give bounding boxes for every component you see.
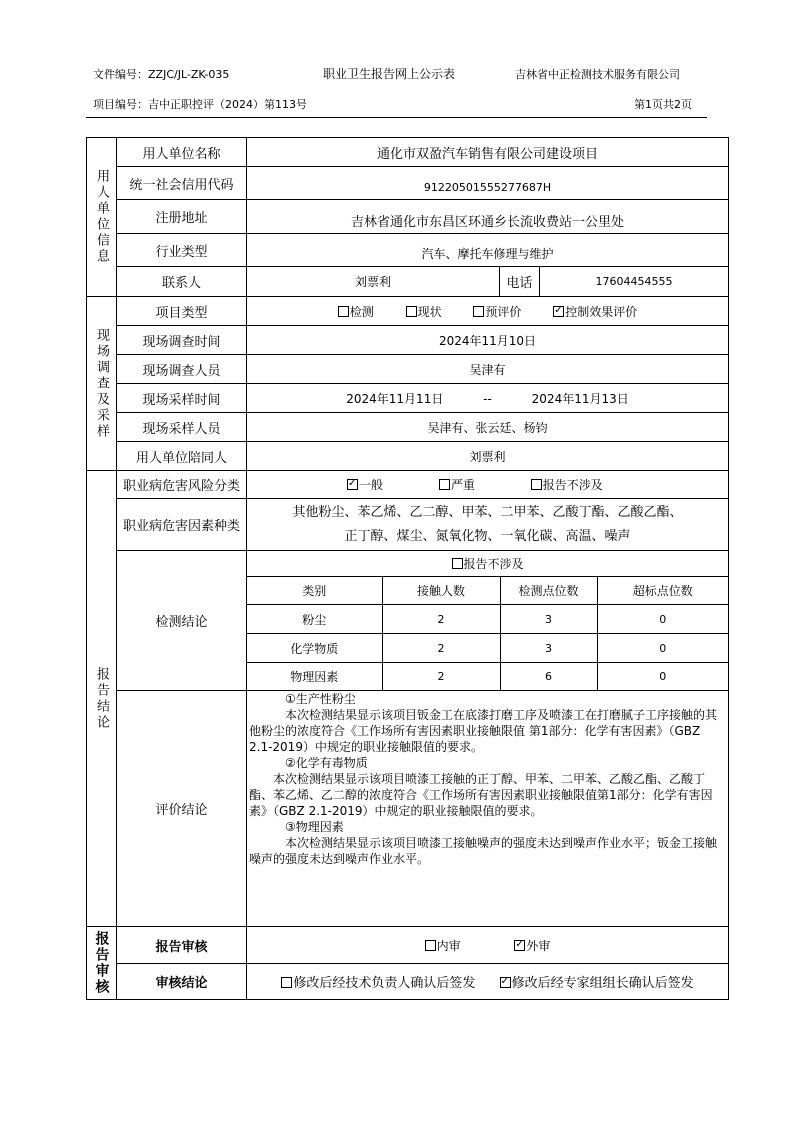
column-header: 超标点位数 — [597, 577, 728, 605]
evaluation-text — [247, 691, 729, 927]
checkbox-icon — [473, 306, 484, 317]
column-header: 接触人数 — [382, 577, 500, 605]
detection-not-involved: 报告不涉及 — [247, 551, 729, 577]
evaluation-label: 评价结论 — [117, 691, 247, 927]
table-cell: 0 — [597, 605, 728, 634]
employer-section: 用人单位信息 — [87, 138, 117, 297]
checkbox-icon — [439, 479, 450, 490]
employer-name: 通化市双盈汽车销售有限公司建设项目 — [247, 138, 729, 167]
eval-paragraph-chemical: 本次检测结果显示该项目喷漆工接触的正丁醇、甲苯、二甲苯、乙酸乙酯、乙酸丁酯、苯乙烯、乙二醇的浓度符合《工作场所有害因素职业接触限值第1部分：化学有害因素》（GBZ 2.1-2019）中规定的职业接触限值的要求。 — [249, 772, 713, 818]
risk-label: 职业病危害风险分类 — [117, 471, 247, 499]
review-result-label: 审核结论 — [117, 964, 247, 1000]
escort: 刘票利 — [247, 442, 729, 471]
project-type-options — [247, 297, 729, 326]
samplers: 吴津有、张云廷、杨钧 — [247, 413, 729, 442]
checkbox-icon — [338, 306, 349, 317]
factors-label: 职业病危害因素种类 — [117, 499, 247, 551]
table-cell: 0 — [659, 670, 667, 683]
checked-checkbox-icon — [514, 940, 525, 951]
risk-options — [247, 471, 729, 499]
disclosure-table — [86, 137, 729, 1000]
table-row — [247, 605, 728, 634]
samplers-label: 现场采样人员 — [117, 413, 247, 442]
table-row — [247, 663, 728, 691]
credit-code: 91220501555277687H — [247, 167, 729, 200]
table-row — [247, 634, 728, 663]
option-current-status: 现状 — [406, 303, 442, 320]
option-external-review: ✓ 外审 — [514, 939, 550, 953]
document-title: 职业卫生报告网上公示表 — [323, 67, 456, 81]
table-cell: 化学物质 — [247, 634, 382, 663]
surveyors-label: 现场调查人员 — [117, 355, 247, 384]
review-result-options — [247, 964, 729, 1000]
checkbox-icon — [425, 940, 436, 951]
checkbox-icon — [531, 479, 542, 490]
file-number: 文件编号：ZZJC/JL-ZK-035 — [93, 68, 230, 81]
phone-label: 电话 — [500, 267, 540, 297]
checked-checkbox-icon — [500, 977, 511, 988]
checkbox-icon — [406, 306, 417, 317]
escort-label: 用人单位陪同人 — [117, 442, 247, 471]
employer-name-label: 用人单位名称 — [117, 138, 247, 167]
detection-results — [247, 577, 729, 691]
survey-time: 2024年11月10日 — [247, 326, 729, 355]
table-cell: 6 — [500, 663, 597, 691]
table-cell: 3 — [500, 634, 597, 663]
checked-checkbox-icon — [553, 306, 564, 317]
option-general: ✓ 一般 — [347, 478, 383, 492]
industry: 汽车、摩托车修理与维护 — [247, 234, 729, 267]
contact-name: 刘票利 — [247, 267, 500, 297]
table-cell: 3 — [500, 605, 597, 634]
sampling-time-label: 现场采样时间 — [117, 384, 247, 413]
option-expert-lead: ✓ 修改后经专家组组长确认后签发 — [500, 976, 694, 991]
review-label: 报告审核 — [117, 927, 247, 964]
address: 吉林省通化市东昌区环通乡长流收费站一公里处 — [247, 200, 729, 234]
factors-line-1: 其他粉尘、苯乙烯、乙二醇、甲苯、二甲苯、乙酸丁酯、乙酸乙酯、 — [292, 504, 683, 520]
credit-code-label: 统一社会信用代码 — [117, 167, 247, 200]
sampling-time — [247, 384, 729, 413]
phone-number: 17604454555 — [540, 267, 729, 297]
conclusion-section: 报告结论 — [87, 471, 117, 927]
table-cell: 粉尘 — [247, 605, 382, 634]
option-pre-evaluation: 预评价 — [473, 303, 521, 320]
column-header: 类别 — [247, 577, 382, 605]
detection-table — [247, 577, 728, 690]
company-name: 吉林省中正检测技术服务有限公司 — [515, 68, 680, 81]
option-internal-review: 内审 — [425, 939, 461, 953]
survey-time-label: 现场调查时间 — [117, 326, 247, 355]
page-indicator: 第1页共2页 — [634, 98, 692, 111]
project-number: 项目编号：吉中正职控评（2024）第113号 — [93, 98, 307, 111]
contact-label: 联系人 — [117, 267, 247, 297]
sampling-end: 2024年11月13日 — [531, 391, 629, 406]
eval-paragraph-physical: 本次检测结果显示该项目喷漆工接触噪声的强度未达到噪声作业水平；钣金工接触噪声的强度未达到噪声作业水平。 — [249, 836, 718, 866]
project-type-label: 项目类型 — [117, 297, 247, 326]
hazard-factors — [247, 499, 729, 551]
option-control-effect-evaluation: ✓ 控制效果评价 — [553, 303, 637, 320]
column-header: 检测点位数 — [500, 577, 597, 605]
option-detection: 检测 — [338, 303, 374, 320]
option-technical-lead: 修改后经技术负责人确认后签发 — [281, 976, 475, 991]
survey-section: 现场调查及采样 — [87, 297, 117, 471]
checked-checkbox-icon — [347, 479, 358, 490]
eval-paragraph-dust: 本次检测结果显示该项目钣金工在底漆打磨工序及喷漆工在打磨腻子工序接触的其他粉尘的浓度符合《工作场所有害因素职业接触限值 第1部分：化学有害因素》（GBZ 2.1-2019）中规定的职业接触限值的要求。 — [249, 708, 718, 754]
surveyors: 吴津有 — [247, 355, 729, 384]
option-not-involved: 报告不涉及 — [531, 478, 603, 492]
sampling-start: 2024年11月11日 — [346, 391, 444, 406]
review-section: 报告审核 — [87, 927, 117, 1000]
table-cell: 2 — [382, 634, 500, 663]
option-serious: 严重 — [439, 478, 475, 492]
header-rule — [86, 117, 707, 118]
industry-label: 行业类型 — [117, 234, 247, 267]
checkbox-icon — [452, 558, 463, 569]
review-options — [247, 927, 729, 964]
checkbox-icon — [281, 977, 292, 988]
eval-heading-chemical: ②化学有毒物质 — [285, 756, 368, 770]
table-cell: 0 — [597, 634, 728, 663]
factors-line-2: 正丁醇、煤尘、氮氧化物、一氧化碳、高温、噪声 — [344, 528, 631, 544]
sampling-separator: -- — [483, 391, 492, 406]
table-cell: 2 — [382, 663, 500, 691]
eval-heading-dust: ①生产性粉尘 — [285, 692, 356, 706]
eval-heading-physical: ③物理因素 — [285, 820, 344, 834]
table-cell: 2 — [382, 605, 500, 634]
address-label: 注册地址 — [117, 200, 247, 234]
detection-label: 检测结论 — [117, 551, 247, 691]
table-cell: 物理因素 — [247, 663, 382, 691]
